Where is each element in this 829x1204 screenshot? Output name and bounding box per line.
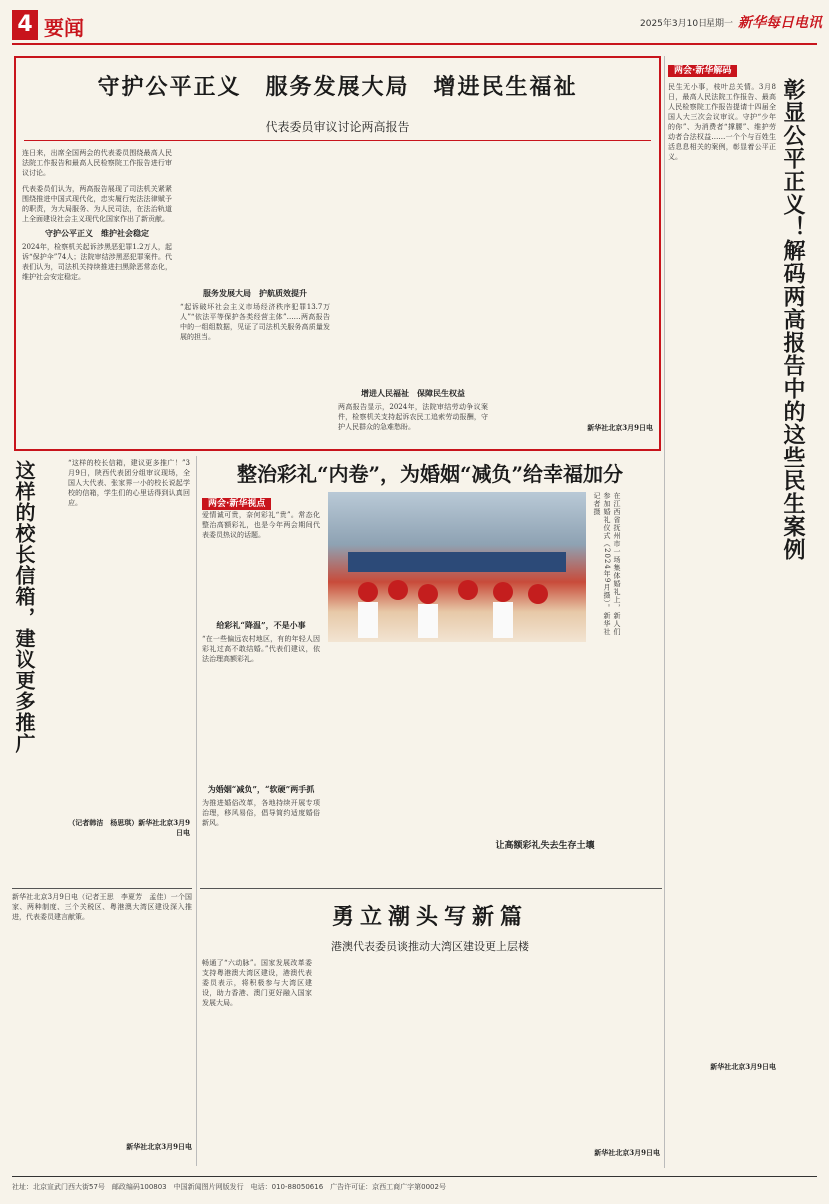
lead-subhead-3: 增进人民福祉 保障民生权益 <box>361 388 465 398</box>
lead-paragraph: 两高报告显示，2024年，法院审结劳动争议案件，检察机关支持起诉农民工追索劳动报酬，守护人民群众的急难愁盼。 <box>338 403 488 431</box>
mid-column-4 <box>560 650 660 830</box>
bottom-byline: 新华社北京3月9日电 <box>594 1148 660 1157</box>
left-byline-2: 新华社北京3月9日电 <box>126 1142 192 1151</box>
side-text <box>668 82 776 1162</box>
wedding-photo-figure <box>328 492 586 642</box>
footer-text: 社址：北京宣武门西大街57号 邮政编码100803 中国新闻图片网版发行 电话：010-88050616 广告许可证：京西工商广字第0002号 <box>12 1183 446 1191</box>
left-divider <box>196 456 197 1166</box>
lead-title: 守护公平正义 服务发展大局 增进民生福祉 <box>97 74 578 100</box>
photo-caption: 让高额彩礼失去生存土壤 <box>495 841 595 851</box>
mid-subhead-2: 为婚姻“减负”，“软硬”两手抓 <box>207 784 315 794</box>
bottom-column-4 <box>552 958 660 1164</box>
bottom-column-1 <box>202 958 312 1164</box>
page-number-badge <box>12 10 38 40</box>
side-byline: 新华社北京3月9日电 <box>710 1062 776 1071</box>
bottom-rule <box>200 888 662 889</box>
left-text-2 <box>12 892 192 1166</box>
side-label <box>668 58 737 77</box>
lead-paragraph: 代表委员们认为，两高报告展现了司法机关紧紧围绕推进中国式现代化，忠实履行宪法法律赋予的职责，为大局服务、为人民司法，在法治轨道上全面建设社会主义现代化国家作出了新贡献。 <box>22 185 172 223</box>
bottom-paragraph: 畅通了“六动脉”。国家发展改革委支持粤港澳大湾区建设，港澳代表委员表示，将积极参与大湾区建设，助力香港、澳门更好融入国家发展大局。 <box>202 959 312 1007</box>
footer-rule <box>12 1176 817 1177</box>
side-paragraph: 民生无小事，枝叶总关情。3月8日，最高人民法院工作报告、最高人民检察院工作报告提请十四届全国人大三次会议审议。守护“少年的你”、为消费者“撑腰”、维护劳动者合法权益……一个个与百姓生活息息相关的案例，彰显着公平正义。 <box>668 83 776 161</box>
mid-column-2 <box>328 650 446 882</box>
header-weekday: 星期一 <box>706 19 734 29</box>
header-date: 2025年3月10日 <box>640 19 708 29</box>
mid-paragraph: “在一些偏远农村地区，有的年轻人因彩礼过高不敢结婚。”代表们建议，依法治理高额彩礼。 <box>202 635 320 663</box>
left-byline: （记者韩洁 杨思琪）新华社北京3月9日电 <box>68 818 190 837</box>
bottom-title: 勇立潮头写新篇 <box>331 904 528 930</box>
mid-subhead-1: 给彩礼“降温”，不是小事 <box>216 620 306 630</box>
lead-column-1 <box>22 148 172 443</box>
section-title: 要闻 <box>44 16 84 40</box>
lead-intro: 连日来，出席全国两会的代表委员围绕最高人民法院工作报告和最高人民检察院工作报告进行审议讨论。 <box>22 149 172 177</box>
mid-column-1 <box>202 510 320 882</box>
lead-subtitle-rule <box>24 140 651 141</box>
lead-byline: 新华社北京3月9日电 <box>587 423 653 432</box>
lead-subtitle: 代表委员审议讨论两高报告 <box>265 120 410 134</box>
lead-subhead-1: 守护公平正义 维护社会稳定 <box>45 228 149 238</box>
mid-title: 整治彩礼“内卷”，为婚姻“减负”给幸福加分 <box>236 462 623 486</box>
left-paragraph: “这样的校长信箱，建议更多推广！”3月9日，陕西代表团分组审议现场，全国人大代表、张家界一小的校长说起学校的信箱，学生们的心里话得到认真回应。 <box>68 459 190 507</box>
left-paragraph-2: 新华社北京3月9日电（记者王思 李夏芳 孟佳）一个国家、两种制度、三个关税区、粤港澳大湾区建设深入推进，代表委员建言献策。 <box>12 893 192 921</box>
page-number: 4 <box>17 12 33 37</box>
lead-paragraph: 2024年，检察机关起诉涉黑恶犯罪1.2万人，起诉“保护伞”74人；法院审结涉黑恶犯罪案件。代表们认为，司法机关持续推进扫黑除恶常态化，维护社会安定稳定。 <box>22 243 172 281</box>
paper-name: 新华每日电讯 <box>738 15 822 31</box>
wedding-photo <box>328 492 586 642</box>
mid-column-3 <box>452 650 552 830</box>
lead-paragraph: “起诉破坏社会主义市场经济秩序犯罪13.7万人”“依法平等保护各类经营主体”……两高报告中的一组组数据，见证了司法机关服务高质量发展的担当。 <box>180 303 330 341</box>
lead-column-4 <box>496 148 653 443</box>
header-rule <box>12 43 817 45</box>
mid-paragraph: 爱情诚可贵，奈何彩礼“贵”。常态化整治高额彩礼，也是今年两会期间代表委员热议的话题。 <box>202 511 320 539</box>
lead-column-2 <box>180 148 330 443</box>
lead-subhead-2: 服务发展大局 护航质效提升 <box>203 288 307 298</box>
mid-label-text: 两会·新华视点 <box>202 498 271 510</box>
bottom-subtitle: 港澳代表委员谈推动大湾区建设更上层楼 <box>331 940 529 953</box>
left-title: 这样的校长信箱，建议更多推广 <box>12 460 36 754</box>
mid-paragraph: 为推进婚俗改革，各地持续开展专项治理，移风易俗，倡导简约适度婚俗新风。 <box>202 799 320 827</box>
side-title: 彰显公平正义！解码两高报告中的这些民生案例 <box>780 78 806 561</box>
side-label-text: 两会·新华解码 <box>668 65 737 77</box>
mid-label <box>202 491 271 510</box>
side-divider <box>664 56 665 1168</box>
left-text <box>68 458 190 878</box>
lead-column-3 <box>338 148 488 443</box>
left-rule <box>12 888 192 889</box>
photo-vertical-caption: 在江西省抚州市一场集体婚礼上，新人们参加婚礼仪式（2024年9月摄）。新华社记者摄 <box>593 492 621 636</box>
